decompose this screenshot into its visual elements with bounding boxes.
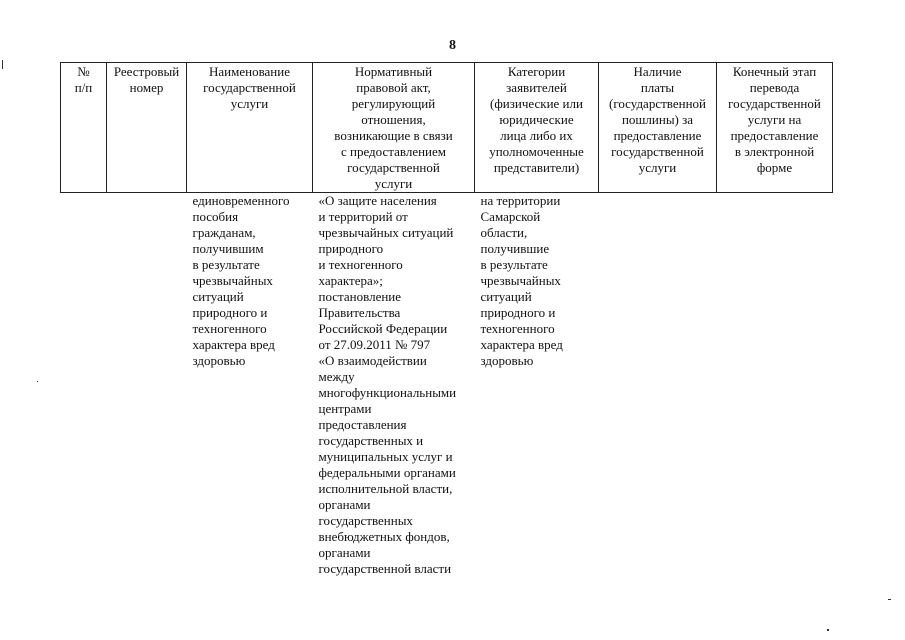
table-row xyxy=(61,193,833,578)
scan-speck xyxy=(37,381,38,382)
column-header-legal-act: Нормативный правовой акт, регулирующий отношения, возникающие в связи с предоставлением государственной услуги xyxy=(313,63,475,193)
column-header-service-name: Наименование государственной услуги xyxy=(187,63,313,193)
services-table xyxy=(60,62,833,577)
column-header-applicants: Категории заявителей (физические или юридические лица либо их уполномоченные представители) xyxy=(475,63,599,193)
cell-applicants: на территории Самарской области, получившие в результате чрезвычайных ситуаций природного и техногенного характера вред здоровью xyxy=(480,193,563,368)
cell-number xyxy=(61,193,107,578)
header-row xyxy=(61,63,833,193)
cell-final-stage xyxy=(717,193,833,578)
column-header-final-stage: Конечный этап перевода государственной услуги на предоставление в электронной форме xyxy=(717,63,833,193)
column-header-fee: Наличие платы (государственной пошлины) за предоставление государственной услуги xyxy=(599,63,717,193)
column-header-number: № п/п xyxy=(61,63,107,193)
column-header-registry-number: Реестровый номер xyxy=(107,63,187,193)
page-number: 8 xyxy=(449,38,456,53)
cell-fee xyxy=(599,193,717,578)
cell-registry-number xyxy=(107,193,187,578)
scan-speck xyxy=(888,599,891,600)
cell-legal-act: «О защите населения и территорий от чрезвычайных ситуаций природного и техногенного характера»; постановление Правительства Российской Федерации от 27.09.2011 № 797 «О взаимодействии между многофункциональными центрами предоставления государственных и муниципальных услуг и федеральными органами исполнительной власти, органами государственных внебюджетных фондов, органами государственной власти xyxy=(318,193,457,576)
cell-service-name: единовременного пособия гражданам, получившим в результате чрезвычайных ситуаций природного и техногенного характера вред здоровью xyxy=(192,193,290,368)
table-header xyxy=(61,63,833,193)
scan-speck xyxy=(827,629,829,631)
scan-speck xyxy=(2,60,3,69)
